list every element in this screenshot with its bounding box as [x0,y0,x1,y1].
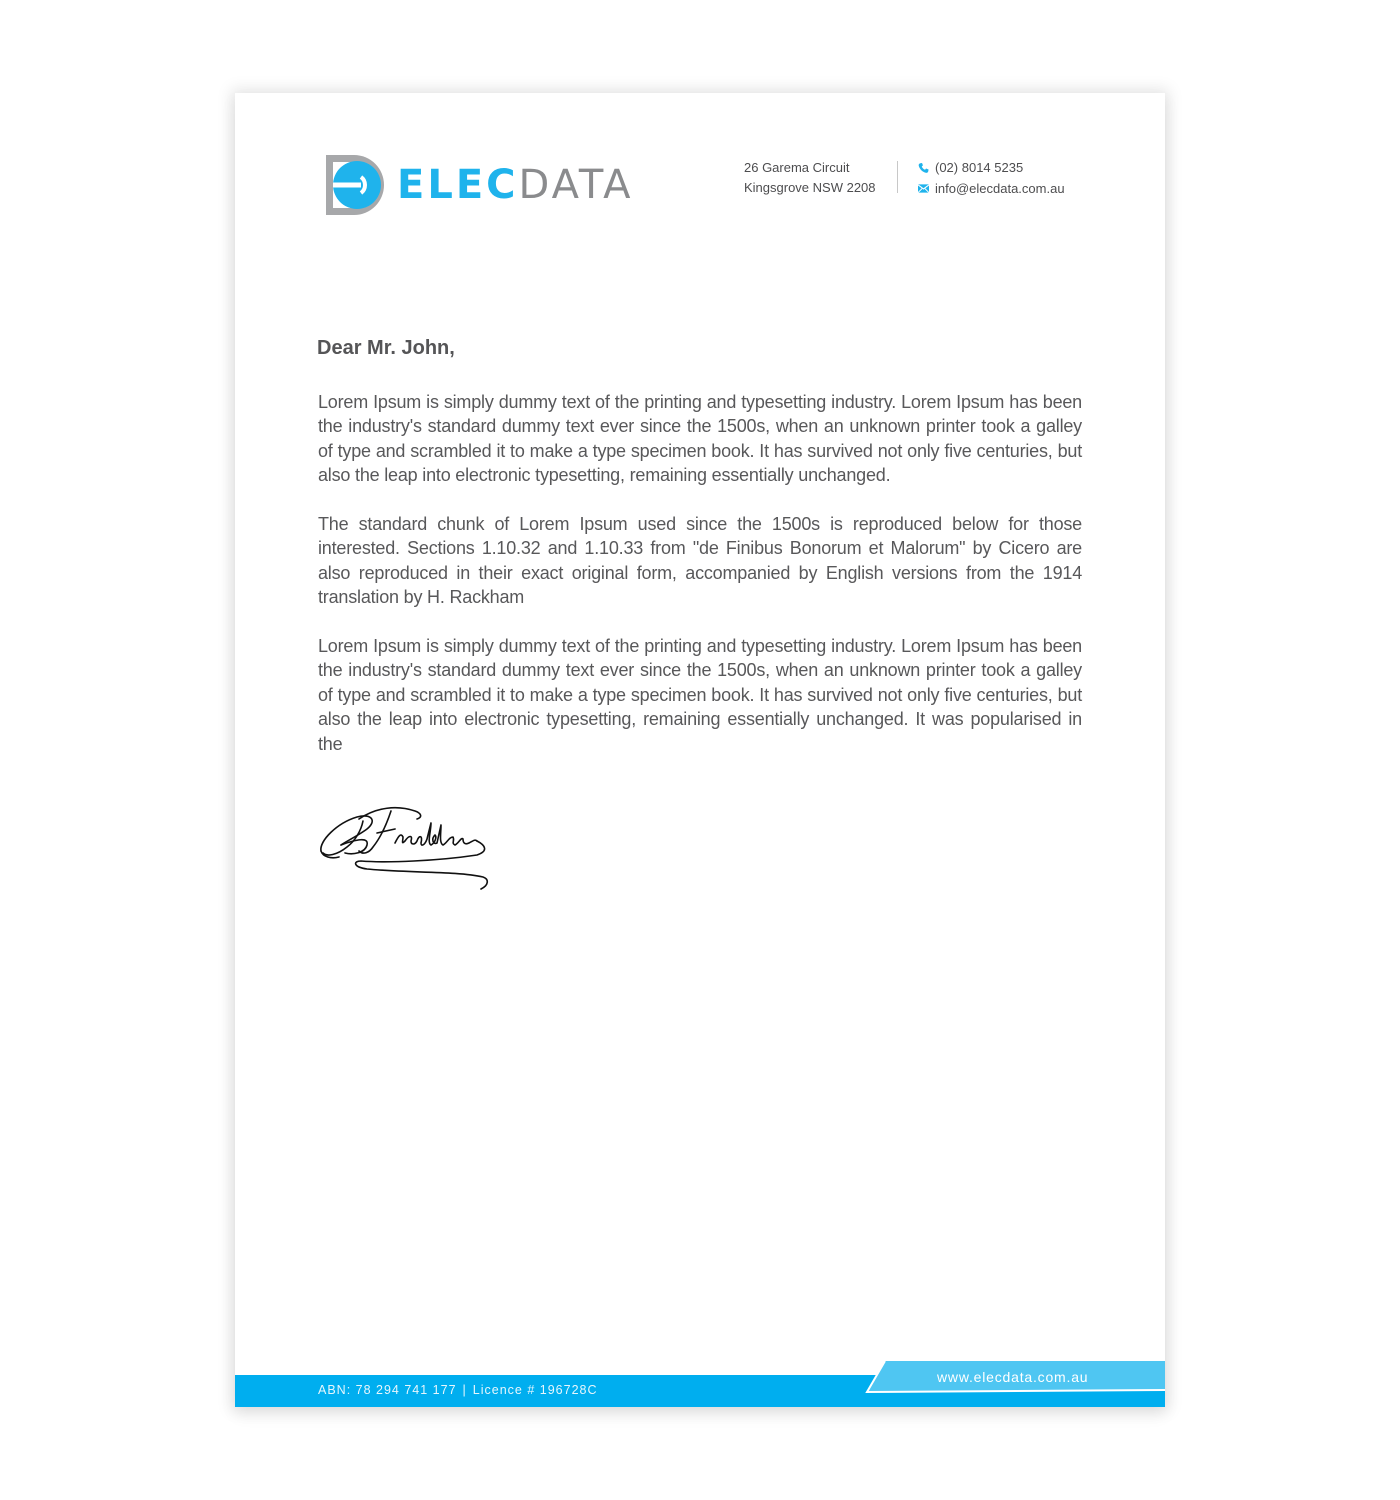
contact-divider [897,161,898,193]
footer-separator: | [462,1383,467,1397]
phone-row [918,157,1065,178]
wordmark-elec: ELEC [397,162,519,208]
letter-salutation: Dear Mr. John, [317,337,455,359]
address-line-1: 26 Garema Circuit [744,160,850,175]
wordmark-data: DATA [518,162,634,208]
address-line-2: Kingsgrove NSW 2208 [744,180,876,195]
envelope-icon [918,184,929,193]
phone-number[interactable]: (02) 8014 5235 [935,160,1024,175]
company-address [744,158,876,198]
company-logo [324,153,659,219]
letter-paragraph-1: Lorem Ipsum is simply dummy text of the printing and typesetting industry. Lorem Ipsum has been the industry's standard dummy text ever since the 1500s, when an unknown printer took a galley of type and scrambled it to make a type specimen book. It has survived not only five centuries, but also the leap into electronic typesetting, remaining essentially unchanged. [318,392,1082,486]
letter-paragraph-3: Lorem Ipsum is simply dummy text of the printing and typesetting industry. Lorem Ipsum has been the industry's standard dummy text ever since the 1500s, when an unknown printer took a galley of type and scrambled it to make a type specimen book. It has survived not only five centuries, but also the leap into electronic typesetting, remaining essentially unchanged. It was popularised in the [318,636,1082,754]
footer-licence: Licence # 196728C [472,1383,598,1397]
letterhead-page [235,93,1165,1407]
phone-icon [918,162,929,174]
email-address[interactable]: info@elecdata.com.au [935,181,1065,196]
footer-registration [318,1383,598,1397]
contact-info [918,157,1065,199]
company-wordmark [397,163,634,207]
elecdata-logo-icon [324,153,390,219]
footer-abn: ABN: 78 294 741 177 [318,1383,457,1397]
footer-website-link[interactable]: www.elecdata.com.au [937,1369,1089,1385]
signature-image [317,801,497,893]
email-row [918,178,1065,199]
letter-paragraph-2: The standard chunk of Lorem Ipsum used since the 1500s is reproduced below for those interested. Sections 1.10.32 and 1.10.33 from "de Finibus Bonorum et Malorum" by Cicero are also reproduced in their exact original form, accompanied by English versions from the 1914 translation by H. Rackham [318,514,1082,608]
